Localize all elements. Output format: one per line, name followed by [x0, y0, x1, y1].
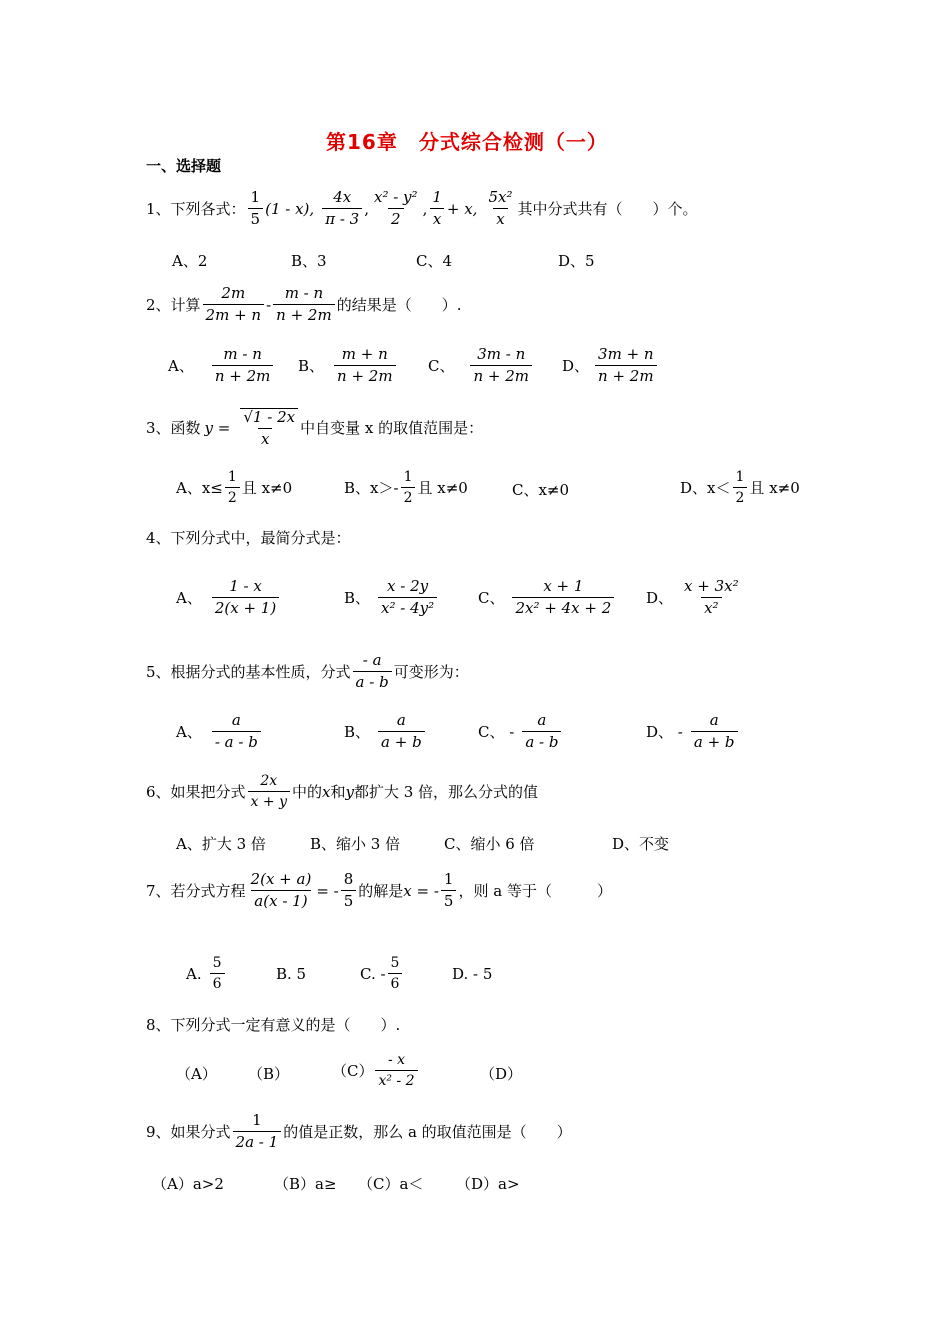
question-2: 2、计算 $\frac{2m}{2m + n}$ - $\frac{m - n}{n + 2m}$ 的结果是（ ）. — [146, 284, 462, 324]
question-7: 7、若分式方程 $\frac{2(x + a)}{a(x - 1)}$ = - $\frac{8}{5}$ 的解是 x = - $\frac{1}{5}$ ，则 a 等于（ ） — [146, 870, 612, 910]
q9-option-c[interactable]: （C）a＜ — [358, 1175, 424, 1193]
q3-option-c[interactable]: C、x≠0 — [512, 481, 570, 499]
question-4: 4、下列分式中，最简分式是： — [146, 529, 351, 547]
q3-suffix: 中自变量 x 的取值范围是： — [300, 419, 484, 437]
q3-lhs: y = — [204, 419, 231, 437]
q5-prefix: 5、根据分式的基本性质，分式 — [146, 662, 351, 681]
question-5 — [146, 652, 469, 691]
q5-option-d[interactable]: D、 - $\frac{a}{a + b}$ — [646, 712, 740, 751]
question-9 — [146, 1112, 572, 1151]
q6-fraction: $\frac{2x}{x + y}$ — [248, 773, 290, 810]
q7-option-d[interactable]: D. - 5 — [452, 965, 493, 983]
q1-option-b[interactable]: B、3 — [291, 252, 327, 270]
q2-option-a[interactable]: A、 $\frac{m - n}{n + 2m}$ — [168, 346, 275, 385]
q8-option-b[interactable]: （B） — [248, 1065, 290, 1083]
q1-suffix: 其中分式共有（ ）个。 — [517, 199, 698, 218]
q2-prefix: 2、计算 — [146, 295, 201, 314]
q7-option-a[interactable]: A. $\frac{5}{6}$ — [186, 955, 227, 992]
question-3 — [146, 408, 483, 448]
q3-prefix: 3、函数 — [146, 419, 201, 437]
q9-option-b[interactable]: （B）a≥ — [274, 1175, 337, 1193]
q2-fraction-a: $\frac{2m}{2m + n}$ — [203, 285, 265, 324]
q8-option-d[interactable]: （D） — [480, 1065, 523, 1083]
q9-option-a[interactable]: （A）a>2 — [152, 1175, 224, 1193]
q1-expr-2-fraction: $\frac{4x}{\pi - 3}$ — [322, 189, 362, 228]
q1-expr-4-rest: + x, — [446, 199, 478, 218]
q1-option-c[interactable]: C、4 — [416, 252, 453, 270]
q2-fraction-b: $\frac{m - n}{n + 2m}$ — [273, 285, 335, 324]
q7-solution-fraction: $\frac{1}{5}$ — [441, 871, 457, 910]
q2-option-b[interactable]: B、 $\frac{m + n}{n + 2m}$ — [298, 346, 398, 385]
q3-option-d[interactable]: D、x＜ $\frac{1}{2}$ 且 x≠0 — [680, 469, 800, 506]
q6-option-d[interactable]: D、不变 — [612, 835, 670, 853]
q4-option-d[interactable]: D、 $\frac{\text{x + 3x²}}{\text{x²}}$ — [646, 577, 739, 617]
q2-option-d[interactable]: D、 $\frac{3m + n}{n + 2m}$ — [562, 346, 659, 385]
q7-option-b[interactable]: B. 5 — [276, 965, 307, 983]
q2-suffix: 的结果是（ ）. — [336, 295, 462, 314]
q7-option-c[interactable]: C. - $\frac{5}{6}$ — [360, 955, 404, 992]
question-1: 1、下列各式： $\frac{1}{5}$ (1 - x), $\frac{4x}{\pi - 3}$ , $\frac{\text{x² - y²}}{2}$ , $\frac{1}{x}$ + x, $\frac{\text{5x²}}{x}$ 其中分式共有（ ）个。 — [146, 188, 698, 228]
q1-expr-5-fraction: $\frac{\text{5x²}}{x}$ — [488, 188, 513, 228]
q8-option-c[interactable]: （C） $\frac{- x}{\text{x² - 2}}$ — [332, 1052, 420, 1089]
q5-option-b[interactable]: B、 $\frac{a}{a + b}$ — [344, 712, 427, 751]
q6-option-b[interactable]: B、缩小 3 倍 — [310, 835, 401, 853]
q1-option-d[interactable]: D、5 — [558, 252, 595, 270]
q3-fraction: $\frac{√1 - 2x}{x}$ — [232, 408, 298, 448]
q4-option-b[interactable]: B、 $\frac{x - 2y}{\text{x² - 4y²}}$ — [344, 578, 439, 617]
question-6: 6、如果把分式 $\frac{2x}{x + y}$ 中的 x 和 y 都扩大 3 倍，那么分式的值 — [146, 773, 539, 810]
q6-prefix: 6、如果把分式 — [146, 782, 246, 801]
q2-option-c[interactable]: C、 $\frac{3m - n}{n + 2m}$ — [428, 346, 534, 385]
q1-expr-4-fraction: $\frac{1}{x}$ — [429, 189, 445, 228]
q7-rhs-fraction: $\frac{8}{5}$ — [341, 871, 357, 910]
q1-prefix: 1、下列各式： — [146, 199, 246, 218]
q4-option-c[interactable]: C、 $\frac{x + 1}{\text{2x² + 4x + 2}}$ — [478, 578, 616, 617]
q7-lhs-fraction: $\frac{2(x + a)}{a(x - 1)}$ — [250, 870, 312, 910]
q7-prefix: 7、若分式方程 — [146, 881, 246, 900]
q4-option-a[interactable]: A、 $\frac{1 - x}{2(x + 1)}$ — [176, 578, 281, 617]
section-heading: 一、选择题 — [146, 157, 222, 175]
q3-option-b[interactable]: B、x＞- $\frac{1}{2}$ 且 x≠0 — [344, 469, 468, 506]
q9-option-d[interactable]: （D）a> — [456, 1175, 520, 1193]
q6-option-c[interactable]: C、缩小 6 倍 — [444, 835, 535, 853]
q8-option-a[interactable]: （A） — [176, 1065, 217, 1083]
q5-option-c[interactable]: C、 - $\frac{a}{a - b}$ — [478, 712, 563, 751]
q9-fraction: $\frac{1}{2a - 1}$ — [233, 1112, 282, 1151]
q5-fraction: $\frac{- a}{a - b}$ — [353, 652, 392, 691]
q1-option-a[interactable]: A、2 — [172, 252, 208, 270]
question-8: 8、下列分式一定有意义的是（ ）. — [146, 1016, 401, 1034]
q9-prefix: 9、如果分式 — [146, 1122, 231, 1141]
q5-option-a[interactable]: A、 $\frac{a}{- a - b}$ — [176, 712, 263, 751]
q1-expr-1-fraction: $\frac{1}{5}$ — [248, 189, 264, 228]
q6-option-a[interactable]: A、扩大 3 倍 — [176, 835, 266, 853]
q1-expr-3-fraction: $\frac{\text{x² - y²}}{2}$ — [373, 188, 418, 228]
q5-suffix: 可变形为： — [393, 662, 469, 681]
q9-suffix: 的值是正数，那么 a 的取值范围是（ ） — [283, 1122, 572, 1141]
q1-expr-1-rest: (1 - x), — [265, 199, 315, 218]
page-title: 第16章 分式综合检测（一） — [326, 130, 608, 154]
q3-option-a[interactable]: A、x≤ $\frac{1}{2}$ 且 x≠0 — [176, 469, 293, 506]
